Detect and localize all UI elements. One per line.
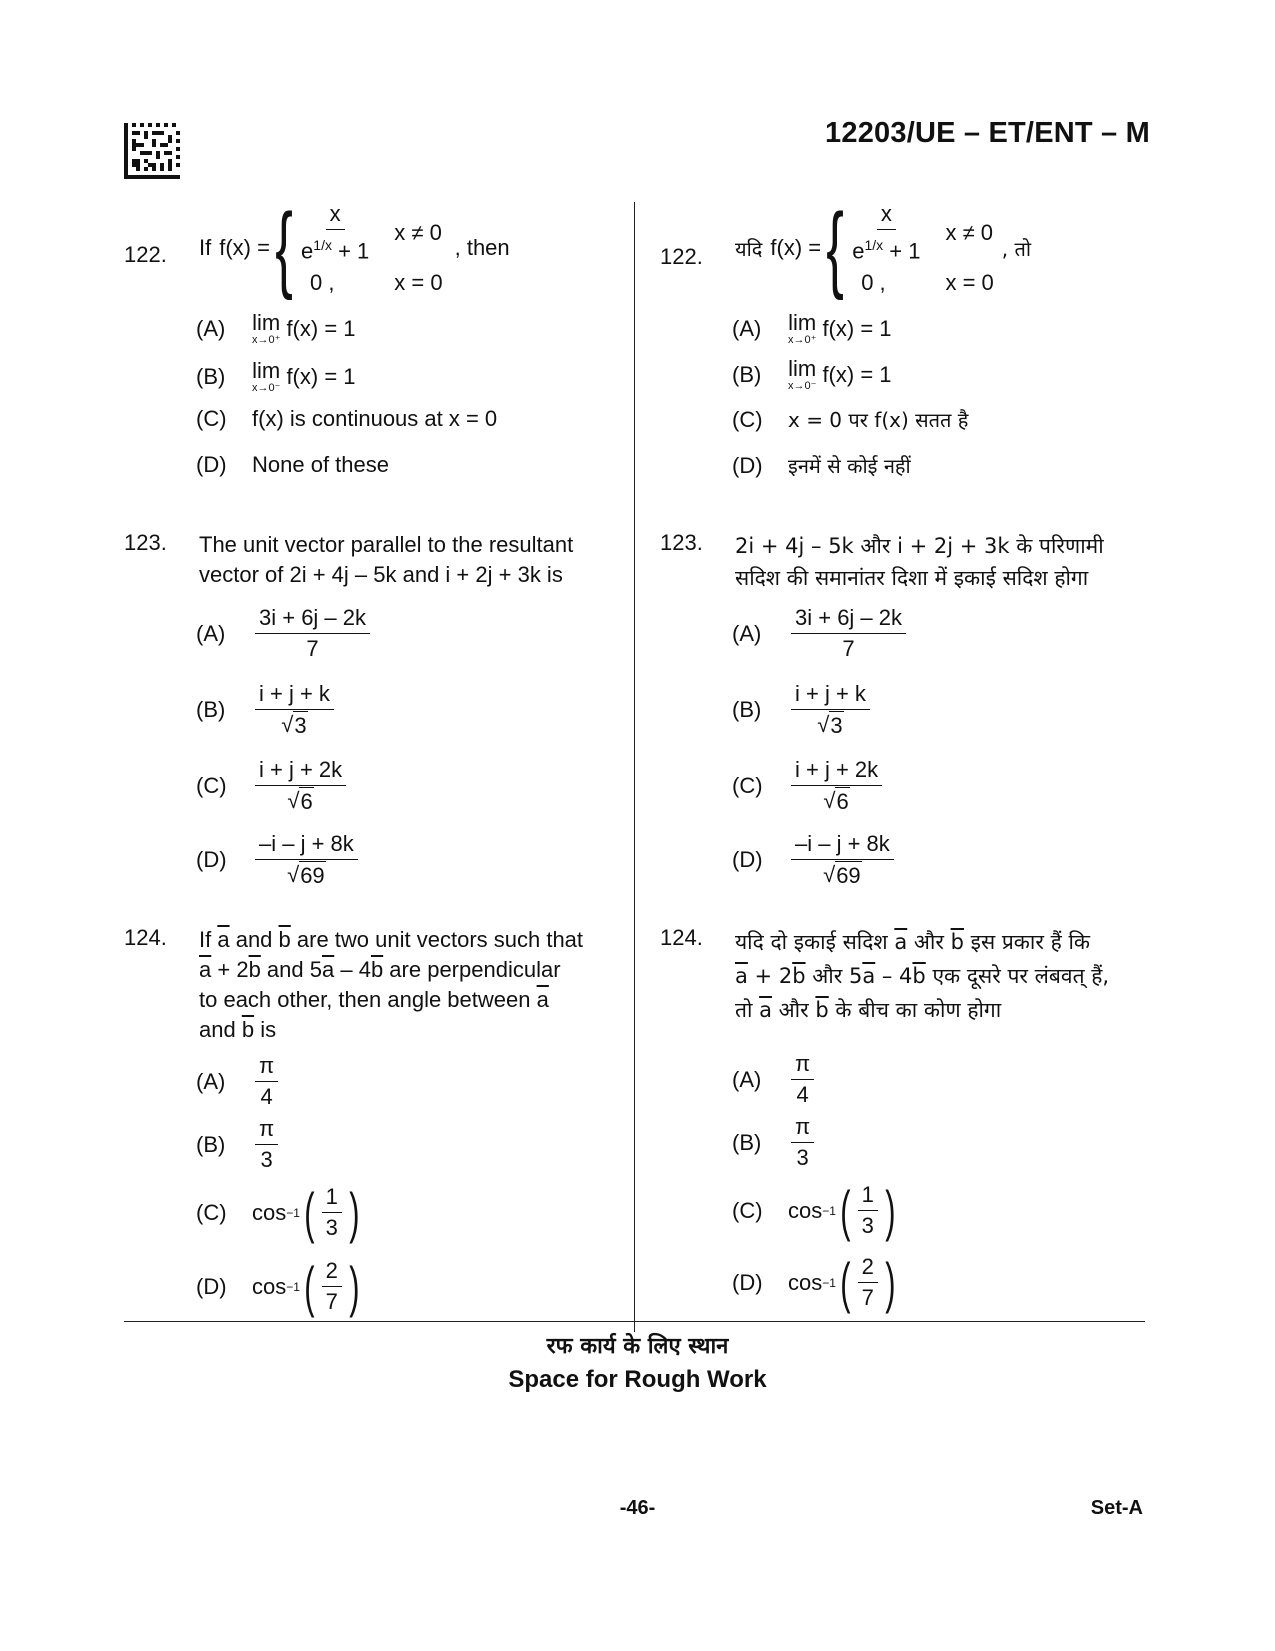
brace-icon: { [826,194,844,301]
piecewise-definition: If f(x) = { $\frac{x}{e^{1/x} + 1}$ x ≠ 0 0 , x = 0 , then [199,194,510,301]
question-text: If $\overline{a}$ and $\overline{b}$ are two unit vectors such that $\overline{a} + 2\overline{b}$ and $5\overline{a} - 4\overline{b}$ are perpendicular to each other, then angle between $\overline{a}$ and $\overline{b}$ is [199,927,584,1042]
qr-code-icon [124,123,180,179]
option-a[interactable]: (A) lim x→0⁺ f(x) = 1 [196,310,356,346]
option-a[interactable]: (A) lim x→0⁺ f(x) = 1 [732,310,892,346]
question-trail: , तो [1001,236,1032,261]
question-text: यदि दो इकाई सदिश $\overline{a}$ और $\overline{b}$ इस प्रकार हैं कि $\overline{a} + 2\overline{b}$ और $5\overline{a} - 4\overline{b}$ एक दूसरे पर लंबवत् हैं, तो $\overline{a}$ और $\overline{b}$ के बीच का कोण होगा [735,930,1110,1022]
option-c[interactable]: (C) cos −1 ( $\frac{1}{3}$ ) [196,1180,360,1244]
case2-condition: x = 0 [394,269,443,295]
option-c[interactable]: (C) f(x) is continuous at x = 0 [196,406,498,431]
question-lead: If [199,235,212,260]
question-number: 123. [124,530,167,555]
option-b[interactable]: (B) $\frac{\pi}{3}$ [196,1115,281,1174]
option-a[interactable]: (A) $\frac{3i + 6j - 2k}{7}$ [196,604,373,663]
option-c[interactable]: (C) cos −1 ( $\frac{1}{3}$ ) [732,1178,896,1242]
question-number: 124. [660,925,703,950]
option-a[interactable]: (A) $\frac{\pi}{4}$ [196,1052,281,1111]
option-b[interactable]: (B) lim x→0⁻ f(x) = 1 [196,358,356,394]
brace-icon: { [275,194,293,301]
column-divider [634,202,635,1332]
question-number: 122. [124,242,167,267]
option-d[interactable]: (D) None of these [196,452,389,477]
question-number: 124. [124,925,167,950]
cases: $\frac{x}{e^{1/x} + 1}$ x ≠ 0 0 , x = 0 [852,201,994,295]
option-c[interactable]: (C) i + j + 2k √ 6 [732,756,885,816]
piecewise-definition: यदि f(x) = { $\frac{x}{e^{1/x} + 1}$ x ≠ 0 0 , x = 0 , तो [735,194,1032,301]
option-d[interactable]: (D) –i – j + 8k √ 69 [732,830,897,890]
question-lead: यदि [735,236,763,261]
option-c[interactable]: (C) i + j + 2k √ 6 [196,756,349,816]
paper-code: 12203/UE – ET/ENT – M [825,117,1150,149]
option-b[interactable]: (B) i + j + k √ 3 [732,680,873,740]
case2-value: 0 , [310,269,335,295]
page-number: -46- [619,1497,656,1519]
option-d[interactable]: (D) –i – j + 8k √ 69 [196,830,361,890]
option-a[interactable]: (A) $\frac{\pi}{4}$ [732,1050,817,1109]
option-d[interactable]: (D) cos −1 ( $\frac{2}{7}$ ) [196,1254,360,1318]
case1-numerator: x [326,200,345,230]
set-label: Set-A [1090,1497,1143,1519]
question-text: 2i + 4j – 5k और i + 2j + 3k के परिणामी सदिश की समानांतर दिशा में इकाई सदिश होगा [735,534,1104,590]
option-b[interactable]: (B) $\frac{\pi}{3}$ [732,1113,817,1172]
question-number: 122. [660,244,703,269]
rough-work-english: Space for Rough Work [508,1366,767,1393]
case1-denominator: $e^{1/x} + 1$ [301,237,370,264]
option-d[interactable]: (D) cos −1 ( $\frac{2}{7}$ ) [732,1250,896,1314]
option-d[interactable]: (D) इनमें से कोई नहीं [732,452,911,478]
question-text: The unit vector parallel to the resultant vector of 2i + 4j – 5k and i + 2j + 3k is [199,532,574,587]
rough-work-hindi: रफ कार्य के लिए स्थान [546,1334,729,1359]
case1-condition: x ≠ 0 [394,219,442,245]
option-b[interactable]: (B) i + j + k √ 3 [196,680,337,740]
question-trail: , then [454,235,510,260]
cases [294,200,443,295]
option-b[interactable]: (B) lim x→0⁻ f(x) = 1 [732,356,892,392]
question-number: 123. [660,530,703,555]
option-a[interactable]: (A) $\frac{3i + 6j - 2k}{7}$ [732,604,909,663]
option-c[interactable]: (C) x = 0 पर f(x) सतत है [732,406,969,432]
rough-work-divider [124,1321,1145,1322]
